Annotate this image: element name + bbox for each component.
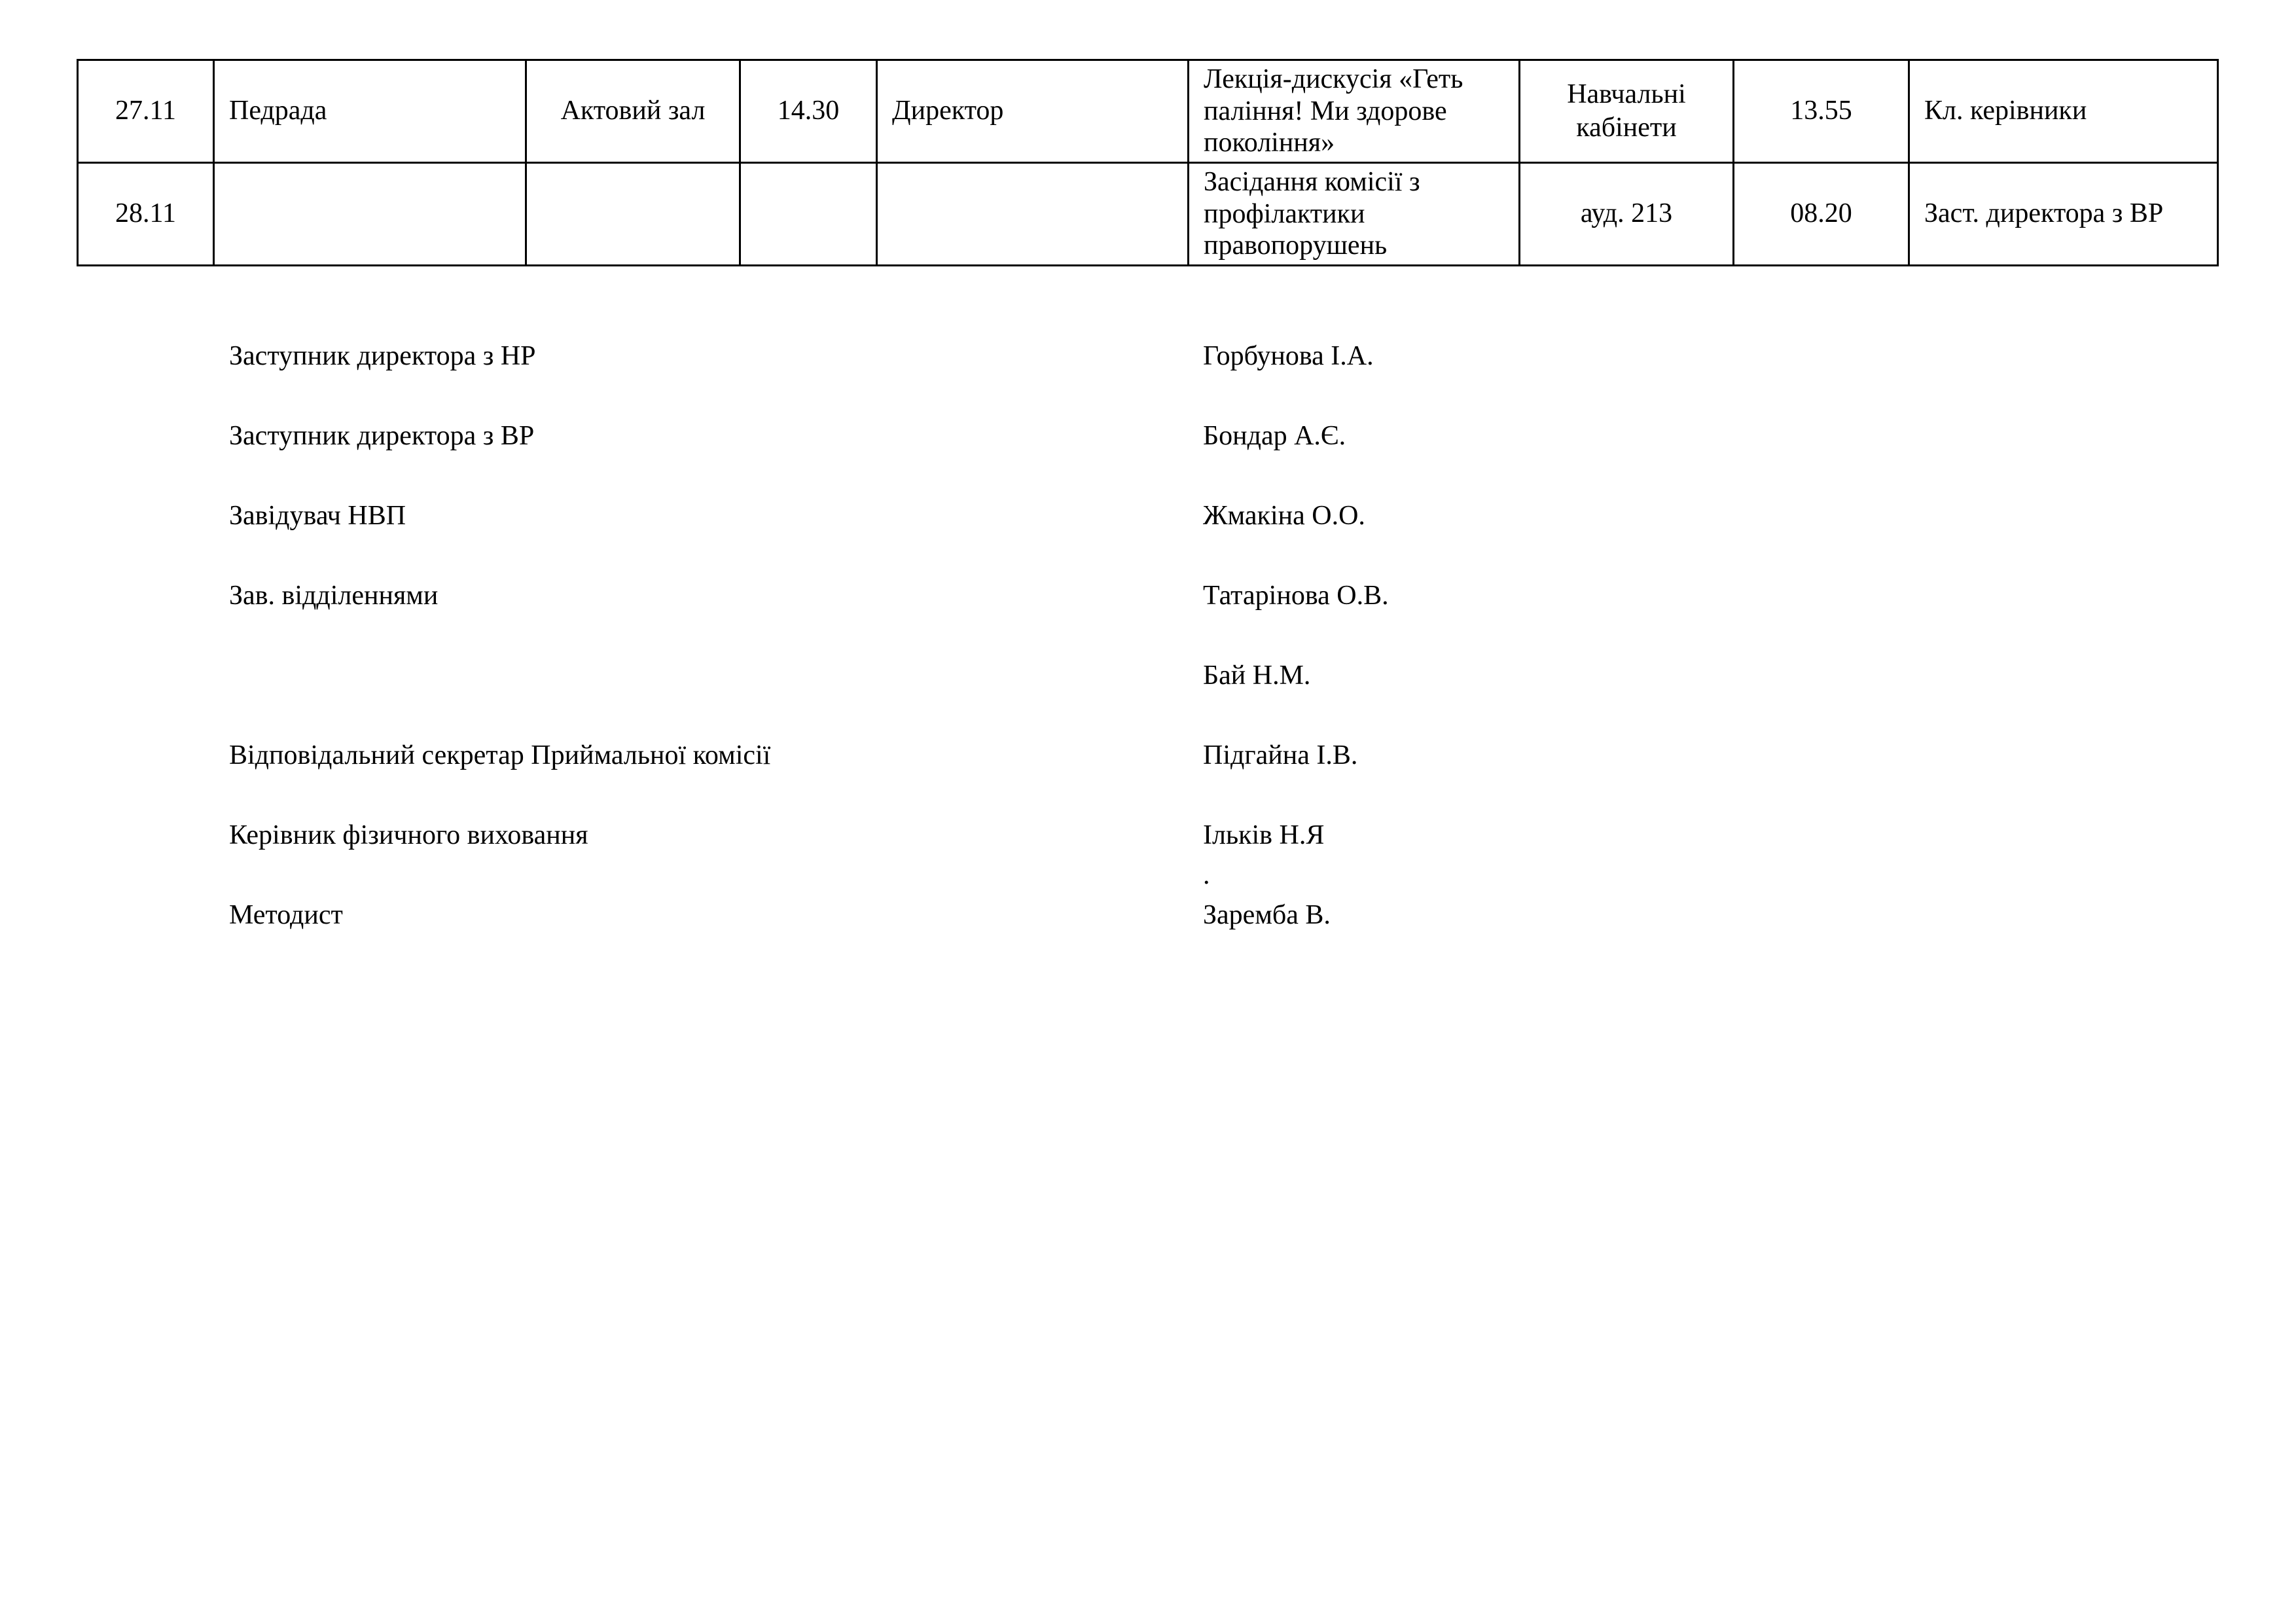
cell-time-2: 13.55 (1734, 60, 1909, 163)
cell-time: 14.30 (740, 60, 877, 163)
cell-event: Педрада (214, 60, 526, 163)
signature-name: Бондар А.Є. (1203, 421, 1346, 451)
signature-role: Відповідальний секретар Приймальної комісії (229, 740, 771, 770)
cell-place-2: ауд. 213 (1520, 163, 1734, 266)
signature-name: Підгайна І.В. (1203, 740, 1358, 770)
cell-date: 27.11 (78, 60, 214, 163)
cell-responsible-2: Кл. керівники (1909, 60, 2218, 163)
signature-role: Керівник фізичного виховання (229, 820, 588, 850)
cell-event-2: Лекція-дискусія «Геть паління! Ми здорове покоління» (1189, 60, 1520, 163)
cell-place: Актовий зал (526, 60, 740, 163)
cell-time-2: 08.20 (1734, 163, 1909, 266)
signature-name: Жмакіна О.О. (1203, 501, 1365, 531)
cell-responsible-2: Заст. директора з ВР (1909, 163, 2218, 266)
signature-name: Заремба В. (1203, 900, 1331, 930)
cell-date: 28.11 (78, 163, 214, 266)
signature-name: Горбунова І.А. (1203, 341, 1374, 371)
signature-name: Татарінова О.В. (1203, 581, 1389, 611)
cell-responsible: Директор (877, 60, 1189, 163)
signature-role: Методист (229, 900, 343, 930)
cell-event-2: Засідання комісії з профілактики правопорушень (1189, 163, 1520, 266)
signature-name: Ільків Н.Я (1203, 820, 1325, 850)
signature-role: Заступник директора з ВР (229, 421, 535, 451)
stray-dot: . (1203, 860, 1210, 890)
signature-role: Зав. відділеннями (229, 581, 439, 611)
signature-role: Завідувач НВП (229, 501, 406, 531)
signature-name: Бай Н.М. (1203, 660, 1311, 691)
signature-role: Заступник директора з НР (229, 341, 536, 371)
cell-place-2: Навчальні кабінети (1520, 60, 1734, 163)
